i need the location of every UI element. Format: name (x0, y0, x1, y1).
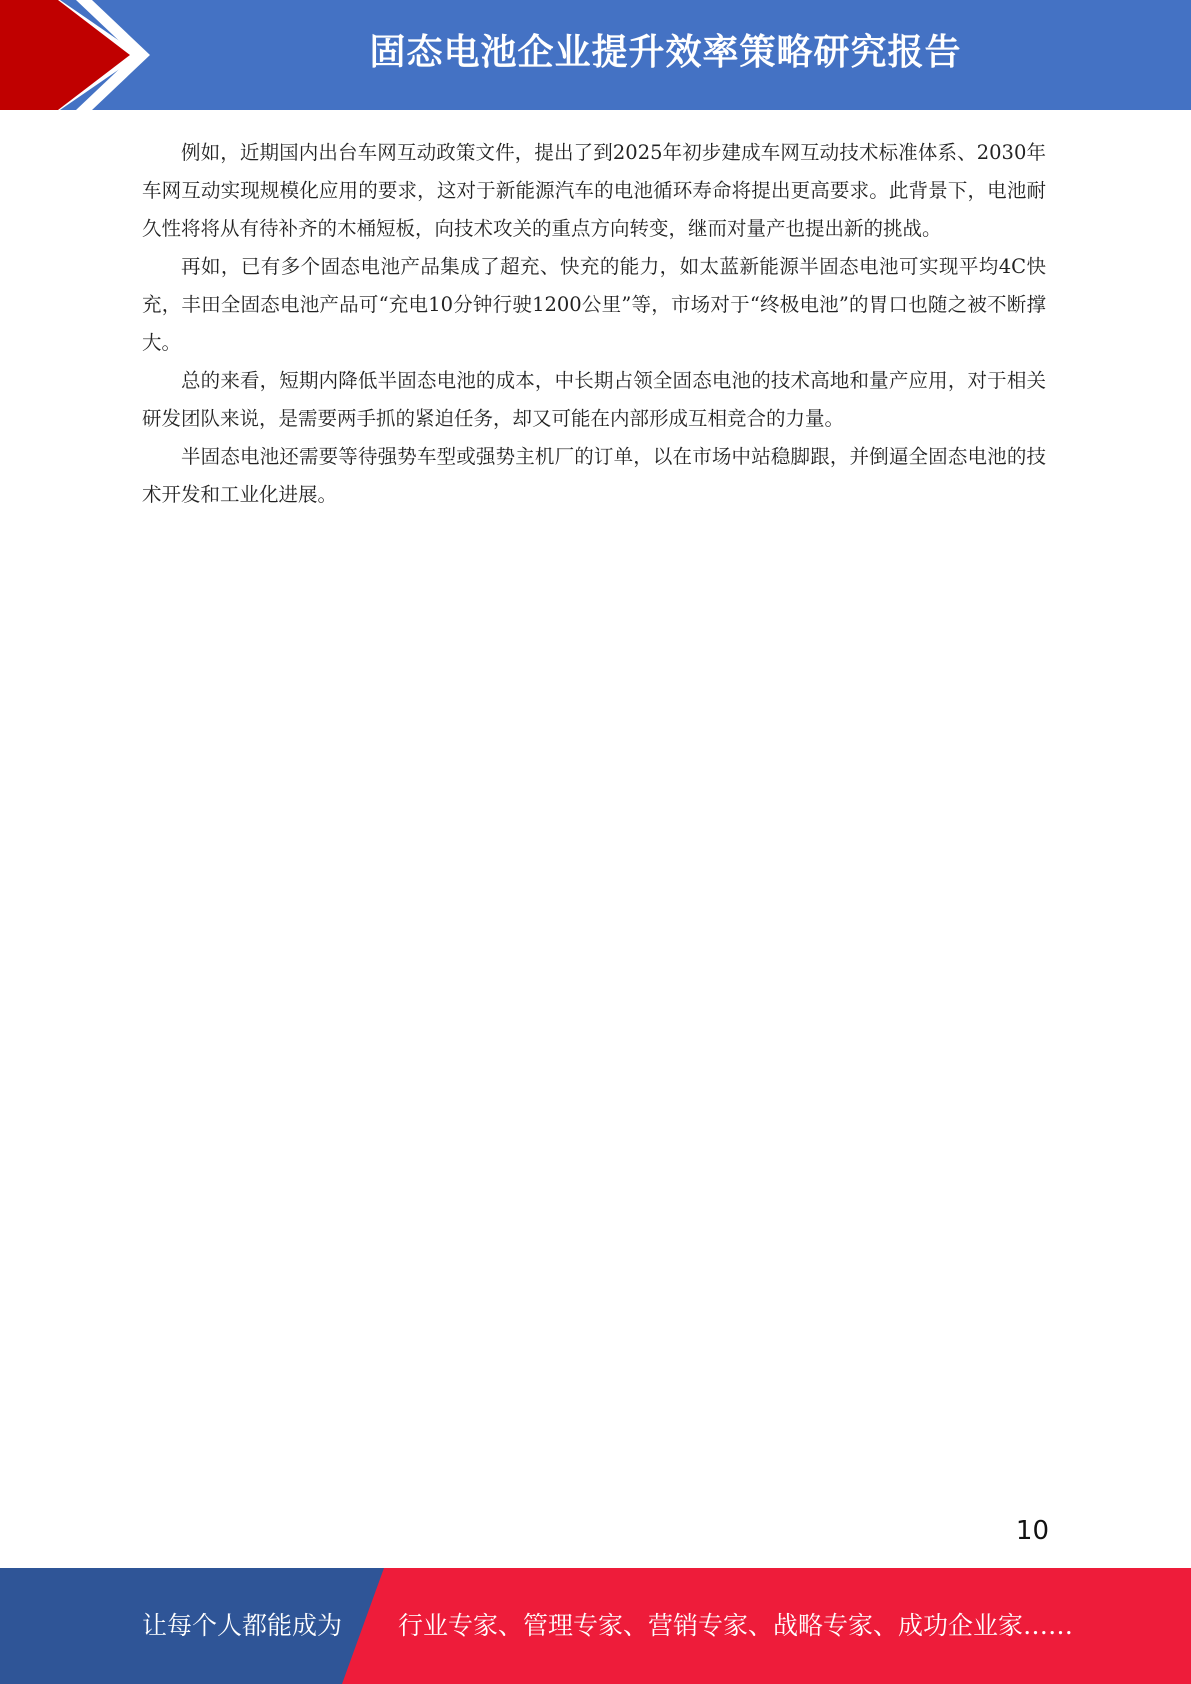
report-body (142, 134, 1046, 514)
footer-slogan-left: 让每个人都能成为 (142, 1611, 343, 1640)
paragraph: 例如，近期国内出台车网互动政策文件，提出了到2025年初步建成车网互动技术标准体系、2030年车网互动实现规模化应用的要求，这对于新能源汽车的电池循环寿命将提出更高要求。此背景下，电池耐久性将将从有待补齐的木桶短板，向技术攻关的重点方向转变，继而对量产也提出新的挑战。 (142, 141, 1046, 240)
page-header (0, 0, 1191, 110)
page-number: 10 (1015, 1516, 1049, 1546)
footer-slogan-right: 行业专家、管理专家、营销专家、战略专家、成功企业家…… (398, 1611, 1074, 1640)
paragraph: 半固态电池还需要等待强势车型或强势主机厂的订单，以在市场中站稳脚跟，并倒逼全固态电池的技术开发和工业化进展。 (142, 445, 1046, 506)
paragraph: 再如，已有多个固态电池产品集成了超充、快充的能力，如太蓝新能源半固态电池可实现平均4C快充，丰田全固态电池产品可“充电10分钟行驶1200公里”等，市场对于“终极电池”的胃口也随之被不断撑大。 (142, 255, 1046, 354)
header-chevron-icon (0, 0, 160, 110)
report-title: 固态电池企业提升效率策略研究报告 (369, 32, 962, 73)
page-footer (0, 1568, 1191, 1684)
paragraph: 总的来看，短期内降低半固态电池的成本，中长期占领全固态电池的技术高地和量产应用，对于相关研发团队来说，是需要两手抓的紧迫任务，却又可能在内部形成互相竞合的力量。 (142, 369, 1046, 430)
